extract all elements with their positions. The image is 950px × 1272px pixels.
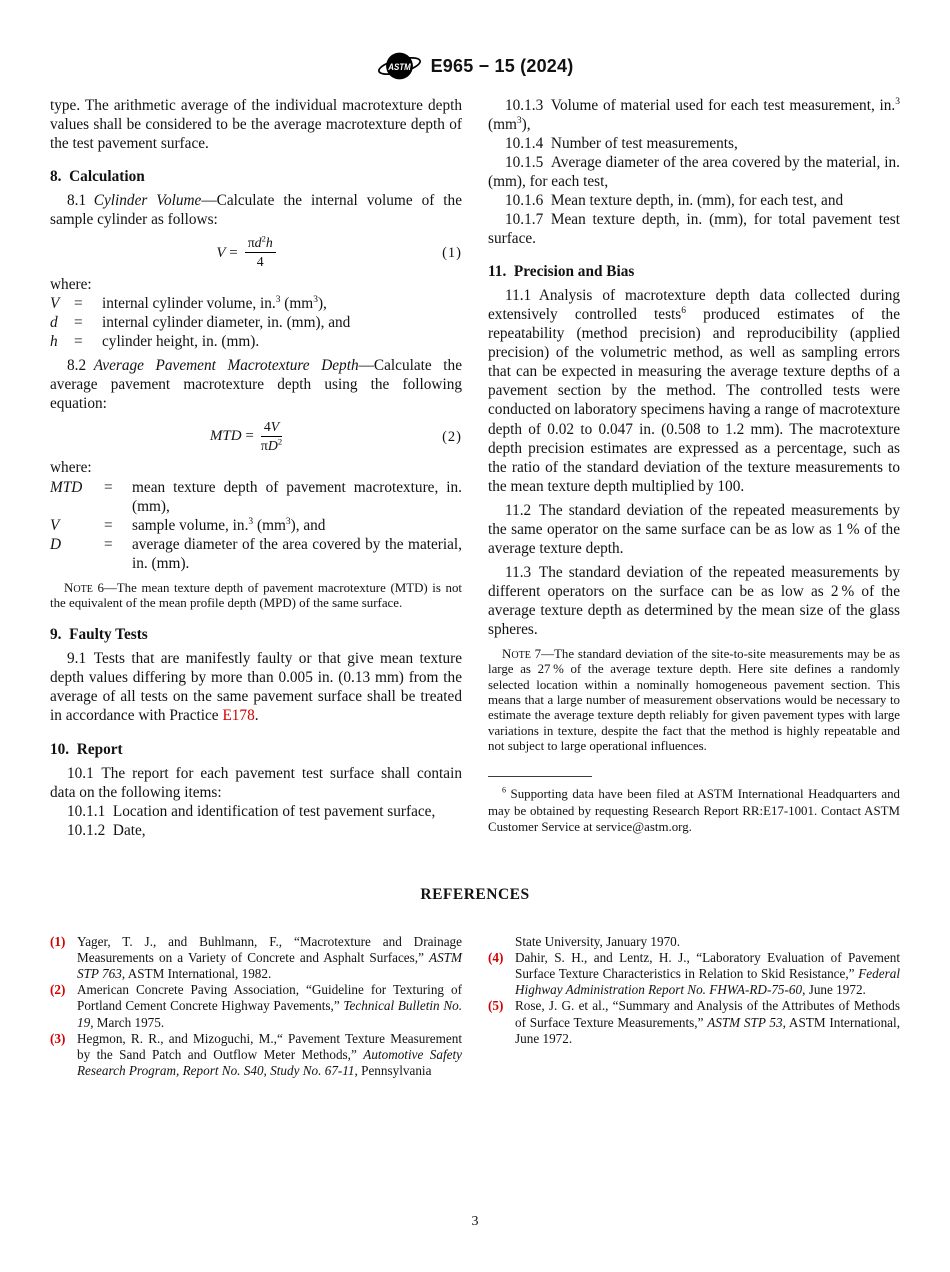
paragraph-intro: type. The arithmetic average of the individual macrotexture depth values shall be considered to be the average macrotexture depth of the test pavement surface. bbox=[50, 97, 462, 153]
reference-text: Dahir, S. H., and Lentz, H. J., “Laboratory Evaluation of Pavement Surface Texture Characteristics in Relation to Skid Resistance,” Federal Highway Administration Report No. FHWA-RD-75-60, June 1972. bbox=[515, 949, 900, 998]
body-columns bbox=[50, 96, 900, 840]
reference-number: (5) bbox=[488, 998, 504, 1014]
equation-2-body bbox=[50, 419, 442, 455]
reference-item-5 bbox=[488, 998, 900, 1047]
section-9-heading: 9. Faulty Tests bbox=[50, 626, 148, 644]
paragraph-10-1-1: 10.1.1 Location and identification of test pavement surface, bbox=[67, 802, 436, 820]
reference-item-1 bbox=[50, 934, 462, 983]
reference-text: American Concrete Paving Association, “Guideline for Texturing of Portland Cement Concrete Highway Pavements,” Technical Bulletin No. 19, March 1975. bbox=[77, 982, 462, 1030]
equation-2-fraction: $\frac{4V}{\pi D^2}$ bbox=[260, 418, 283, 454]
equation-1 bbox=[50, 235, 462, 271]
reference-item-3-continuation: State University, January 1970. bbox=[515, 933, 681, 949]
document-designation: E965 − 15 (2024) bbox=[430, 55, 574, 76]
paragraph-9-1: 9.1 Tests that are manifestly faulty or that give mean texture depth values differing by more than 0.005 in. (0.13 mm) from the average of all tests on the same pavement surface shall be treated in accordance with Practice E178. bbox=[50, 650, 462, 725]
right-column bbox=[488, 96, 900, 840]
definition-row: D = average diameter of the area covered by the material, in. (mm). bbox=[50, 535, 462, 572]
reference-text: Rose, J. G. et al., “Summary and Analysis of the Attributes of Methods of Surface Texture Measurements,” ASTM STP 53, ASTM International, June 1972. bbox=[515, 998, 900, 1046]
reference-number: (2) bbox=[50, 982, 66, 998]
paragraph-10-1-2: 10.1.2 Date, bbox=[67, 821, 146, 839]
paragraph-10-1-5: 10.1.5 Average diameter of the area covered by the material, in. (mm), for each test, bbox=[488, 154, 900, 191]
footnote-block bbox=[488, 776, 900, 836]
equation-1-body bbox=[50, 235, 442, 271]
references-heading: REFERENCES bbox=[420, 885, 530, 903]
references-columns bbox=[50, 934, 900, 1080]
paragraph-10-1: 10.1 The report for each pavement test surface shall contain data on the following items: bbox=[50, 764, 462, 801]
definition-row: V = sample volume, in.$^3$ $(mm^3)$, and bbox=[50, 516, 326, 534]
reference-text: Hegmon, R. R., and Mizoguchi, M.,“ Pavement Texture Measurement by the Sand Patch and Outflow Meter Methods,” Automotive Safety Research Program, Report No. S40, Study No. 67-11, Pennsylvania bbox=[77, 1030, 463, 1079]
where-label-1: where: bbox=[50, 275, 92, 293]
page-number: 3 bbox=[471, 1214, 479, 1229]
practice-e178-link[interactable]: E178 bbox=[222, 707, 255, 725]
paragraph-8-1: 8.1 Cylinder Volume—Calculate the internal volume of the sample cylinder as follows: bbox=[50, 192, 462, 229]
note-6: NOTE 6—The mean texture depth of pavement macrotexture (MTD) is not the equivalent of the mean profile depth (MPD) of the same surface. bbox=[50, 580, 462, 610]
paragraph-8-2: 8.2 Average Pavement Macrotexture Depth—Calculate the average pavement macrotexture depth using the following equation: bbox=[50, 356, 462, 412]
document-header bbox=[0, 0, 950, 86]
paragraph-11-3: 11.3 The standard deviation of the repeated measurements by different operators on the surface can be as low as 2 % of the average texture depth as determined by the mean size of the glass spheres. bbox=[488, 563, 900, 638]
left-column bbox=[50, 96, 462, 840]
references-right-column bbox=[488, 934, 900, 1080]
paragraph-11-2: 11.2 The standard deviation of the repeated measurements by the same operator on the same surface can be as low as 1 % of the average texture depth. bbox=[488, 501, 900, 557]
reference-number: (4) bbox=[488, 949, 504, 965]
definition-row: V = internal cylinder volume, in.$^3$ $(mm^3)$, bbox=[50, 294, 327, 312]
note-7: NOTE 7—The standard deviation of the site-to-site measurements may be as large as 27 % of the average texture depth. Here site defines a randomly selected location within a nominally homogeneous pavement section. This means that a large number of measurement observations would be necessary to estimate the average texture depth reliably for given pavement types with large variations in texture, despite the fact that the method is highly repeatable and not subject to large operational influences. bbox=[488, 646, 900, 753]
paragraph-11-1: 11.1 Analysis of macrotexture depth data collected during extensively controlled tests$^6$ produced estimates of the repeatability (method precision) and reproducibility (applied precision) of the volumetric method, as well as sampling errors that can be expected in measuring the average texture depths of a pavement section by the method. The controlled tests were conducted on laboratory specimens having a range of macrotexture depth of 0.02 to 0.047 in. (0.508 to 1.2 mm). The macrotexture depth precision estimates are expressed as a percentage, such as the ratio of the standard deviation of the texture measurements to the mean texture depth multiplied by 100. bbox=[488, 287, 900, 495]
definition-row: MTD = mean texture depth of pavement macrotexture, in. (mm), bbox=[50, 478, 462, 515]
paragraph-10-1-3: 10.1.3 Volume of material used for each test measurement, in.$^3$ $(mm^3)$, bbox=[488, 96, 900, 134]
where-label-2: where: bbox=[50, 459, 92, 477]
reference-text: Yager, T. J., and Buhlmann, F., “Macrotexture and Drainage Measurements on a Variety of Concrete and Asphalt Surfaces,” ASTM STP 763, ASTM International, 1982. bbox=[77, 933, 462, 981]
reference-number: (3) bbox=[50, 1030, 66, 1046]
reference-number: (1) bbox=[50, 933, 66, 949]
reference-item-2 bbox=[50, 982, 462, 1031]
definition-row: h = cylinder height, in. (mm). bbox=[50, 332, 260, 350]
equation-2 bbox=[50, 419, 462, 455]
equation-1-number: (1) bbox=[442, 244, 462, 261]
reference-item-4 bbox=[488, 950, 900, 999]
footnote-divider bbox=[488, 776, 592, 777]
equation-1-fraction: $\frac{\pi d^2h}{4}$ bbox=[245, 235, 276, 271]
definition-row: d = internal cylinder diameter, in. (mm), and bbox=[50, 313, 351, 331]
footnote-6: $^6$ Supporting data have been filed at ASTM International Headquarters and may be obtained by requesting Research Report RR:E17-1001. Contact ASTM Customer Service at service@astm.org. bbox=[488, 785, 900, 835]
references-left-column bbox=[50, 934, 462, 1080]
reference-item-3 bbox=[50, 1031, 462, 1080]
paragraph-10-1-7: 10.1.7 Mean texture depth, in. (mm), for total pavement test surface. bbox=[488, 211, 900, 248]
equation-1-lhs: V = bbox=[216, 244, 238, 261]
section-10-heading: 10. Report bbox=[50, 740, 123, 758]
equation-2-number: (2) bbox=[442, 428, 462, 445]
section-8-heading: 8. Calculation bbox=[50, 168, 145, 186]
section-11-heading: 11. Precision and Bias bbox=[488, 263, 635, 281]
astm-logo-icon bbox=[377, 46, 422, 86]
equation-2-lhs: MTD = bbox=[209, 428, 254, 445]
paragraph-10-1-6: 10.1.6 Mean texture depth, in. (mm), for each test, and bbox=[505, 192, 844, 210]
paragraph-10-1-4: 10.1.4 Number of test measurements, bbox=[505, 135, 738, 153]
references-section bbox=[0, 886, 950, 1080]
astm-logo-text: ASTM bbox=[387, 61, 412, 73]
